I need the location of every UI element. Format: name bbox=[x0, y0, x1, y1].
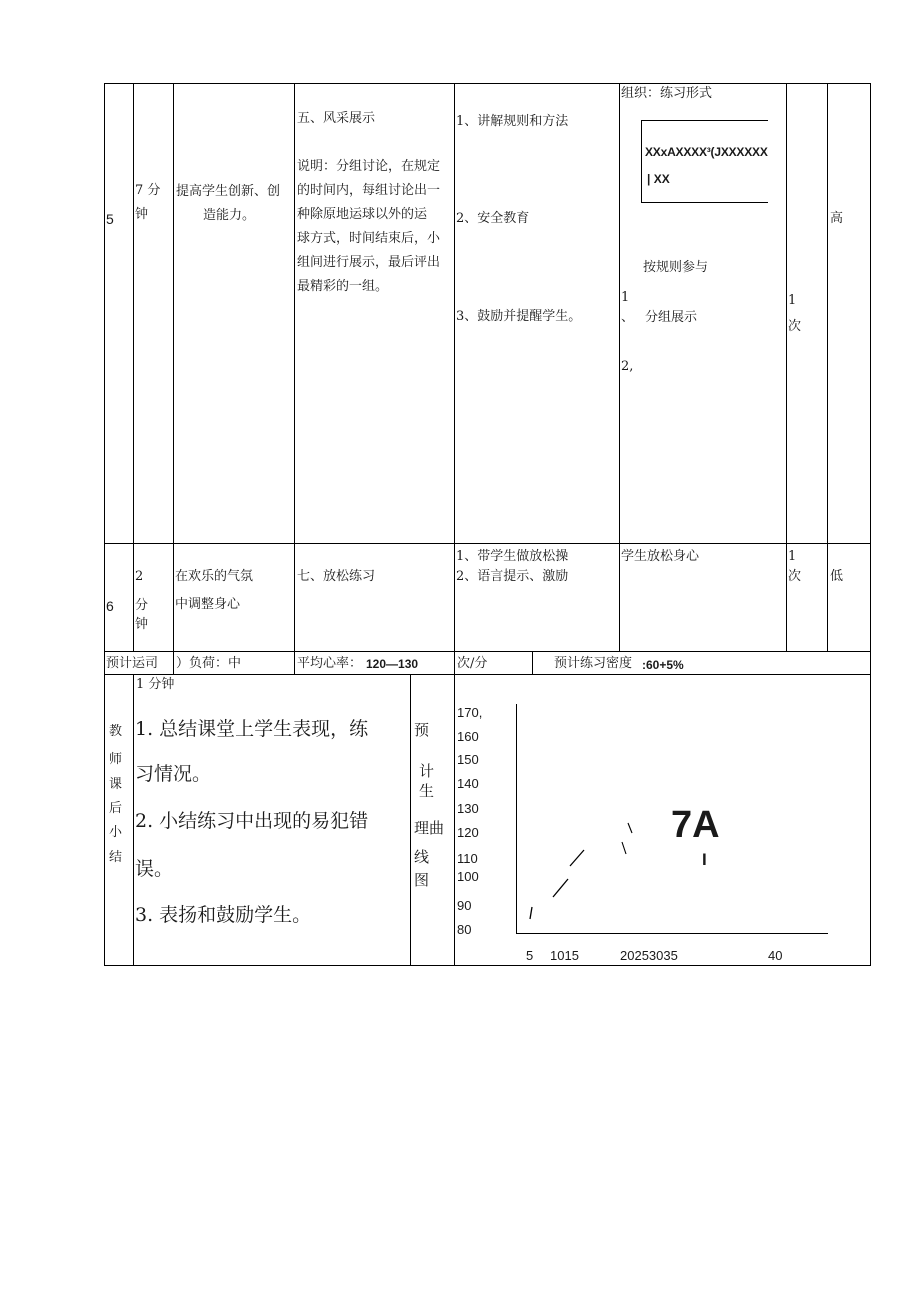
row6-count-line2: 次 bbox=[788, 569, 802, 584]
row5-content-title: 五、风采展示 bbox=[297, 111, 376, 126]
reflection-label-char: 小 bbox=[109, 825, 123, 840]
reflection-item-2: 习情况。 bbox=[135, 763, 212, 785]
curve-strokes bbox=[516, 800, 656, 930]
load-label: 预计运司 bbox=[106, 656, 159, 671]
curve-label-char: 理曲 bbox=[414, 819, 445, 837]
row5-count-line1: 1 bbox=[788, 293, 797, 308]
row5-step1-mark: 、 bbox=[621, 310, 635, 325]
curve-label-char: 预 bbox=[414, 721, 430, 739]
row5-teacher-1: 1、讲解规则和方法 bbox=[456, 114, 569, 129]
row5-rule-text: 按规则参与 bbox=[643, 260, 709, 275]
row6-time-line1: 2 bbox=[135, 569, 144, 584]
load-value: ）负荷：中 bbox=[176, 656, 242, 671]
y-tick: 130 bbox=[457, 801, 479, 816]
row6-time-line2: 分 bbox=[135, 598, 149, 613]
x-tick: 1015 bbox=[550, 948, 579, 963]
formation-line1: XXxAXXXX³(JXXXXXX bbox=[645, 145, 768, 159]
row5-goal-line2: 造能力。 bbox=[203, 208, 256, 223]
density-label: 预计练习密度 bbox=[554, 656, 633, 671]
row6-teacher-2: 2、语言提示、激励 bbox=[456, 569, 569, 584]
row5-content-desc-4: 球方式，时间结束后，小 bbox=[297, 231, 441, 246]
row6-goal-line1: 在欢乐的气氛 bbox=[175, 569, 254, 584]
row6-content: 七、放松练习 bbox=[297, 569, 376, 584]
y-tick: 100 bbox=[457, 869, 479, 884]
row6-count-line1: 1 bbox=[788, 549, 797, 564]
y-tick: 140 bbox=[457, 776, 479, 791]
curve-peak-text: 7A bbox=[671, 804, 720, 846]
row5-content-desc-1: 说明：分组讨论，在规定 bbox=[297, 159, 441, 174]
row5-goal-line1: 提高学生创新、创 bbox=[176, 184, 281, 199]
y-tick: 160 bbox=[457, 729, 479, 744]
row5-content-desc-5: 组间进行展示，最后评出 bbox=[297, 255, 441, 270]
reflection-label-char: 教 bbox=[109, 724, 123, 739]
row5-org-label: 组织：练习形式 bbox=[621, 86, 713, 101]
row5-content-desc-2: 的时间内，每组讨论出一 bbox=[297, 183, 441, 198]
row5-teacher-3: 3、鼓励并提醒学生。 bbox=[456, 309, 582, 324]
row5-teacher-2: 2、安全教育 bbox=[456, 211, 530, 226]
row5-content-desc-6: 最精彩的一组。 bbox=[297, 279, 389, 294]
row5-time-line1: 7 分 bbox=[135, 183, 161, 198]
heart-rate-value: 120—130 bbox=[366, 657, 419, 671]
y-tick: 120 bbox=[457, 825, 479, 840]
curve-label-char: 线 bbox=[414, 848, 430, 866]
reflection-label-char: 师 bbox=[109, 752, 123, 767]
x-axis bbox=[516, 933, 828, 934]
row5-step1-num: 1 bbox=[621, 290, 630, 305]
row5-intensity: 高 bbox=[830, 211, 844, 226]
row5-step2: 2, bbox=[621, 359, 634, 374]
heart-rate-label: 平均心率： bbox=[297, 656, 363, 671]
x-tick: 20253035 bbox=[620, 948, 678, 963]
reflection-item-3: 2. 小结练习中出现的易犯错 bbox=[135, 810, 369, 832]
heart-rate-unit: 次/分 bbox=[457, 656, 488, 671]
reflection-duration: 1 分钟 bbox=[136, 677, 175, 692]
row6-intensity: 低 bbox=[830, 569, 844, 584]
formation-line2: | XX bbox=[647, 172, 670, 186]
reflection-item-1: 1. 总结课堂上学生表现，练 bbox=[135, 718, 369, 740]
x-tick: 40 bbox=[768, 948, 783, 963]
reflection-label-char: 后 bbox=[109, 801, 123, 816]
row5-time-line2: 钟 bbox=[135, 207, 149, 222]
y-tick: 80 bbox=[457, 922, 472, 937]
row6-goal-line2: 中调整身心 bbox=[175, 597, 241, 612]
row5-content-desc-3: 种除原地运球以外的运 bbox=[297, 207, 428, 222]
density-value: :60+5% bbox=[642, 658, 684, 672]
formation-box bbox=[641, 120, 768, 203]
reflection-item-5: 3. 表扬和鼓励学生。 bbox=[135, 904, 312, 926]
curve-label-char: 图 bbox=[414, 871, 430, 889]
reflection-item-4: 误。 bbox=[135, 858, 174, 880]
row5-number: 5 bbox=[106, 211, 114, 227]
y-tick: 150 bbox=[457, 752, 479, 767]
row6-time-line3: 钟 bbox=[135, 617, 149, 632]
reflection-label-char: 结 bbox=[109, 850, 123, 865]
curve-label-char: 计 bbox=[419, 762, 435, 780]
y-tick: 90 bbox=[457, 898, 472, 913]
row6-org: 学生放松身心 bbox=[621, 549, 700, 564]
curve-peak-mark: I bbox=[702, 850, 707, 869]
y-tick: 110 bbox=[457, 851, 478, 866]
curve-label-char: 生 bbox=[419, 782, 435, 800]
row6-teacher-1: 1、带学生做放松操 bbox=[456, 549, 569, 564]
row6-number: 6 bbox=[106, 598, 114, 614]
row5-count-line2: 次 bbox=[788, 319, 802, 334]
reflection-label-char: 课 bbox=[109, 777, 123, 792]
row5-step1-text: 分组展示 bbox=[645, 310, 698, 325]
x-tick: 5 bbox=[526, 948, 534, 963]
y-tick: 170, bbox=[457, 705, 483, 720]
